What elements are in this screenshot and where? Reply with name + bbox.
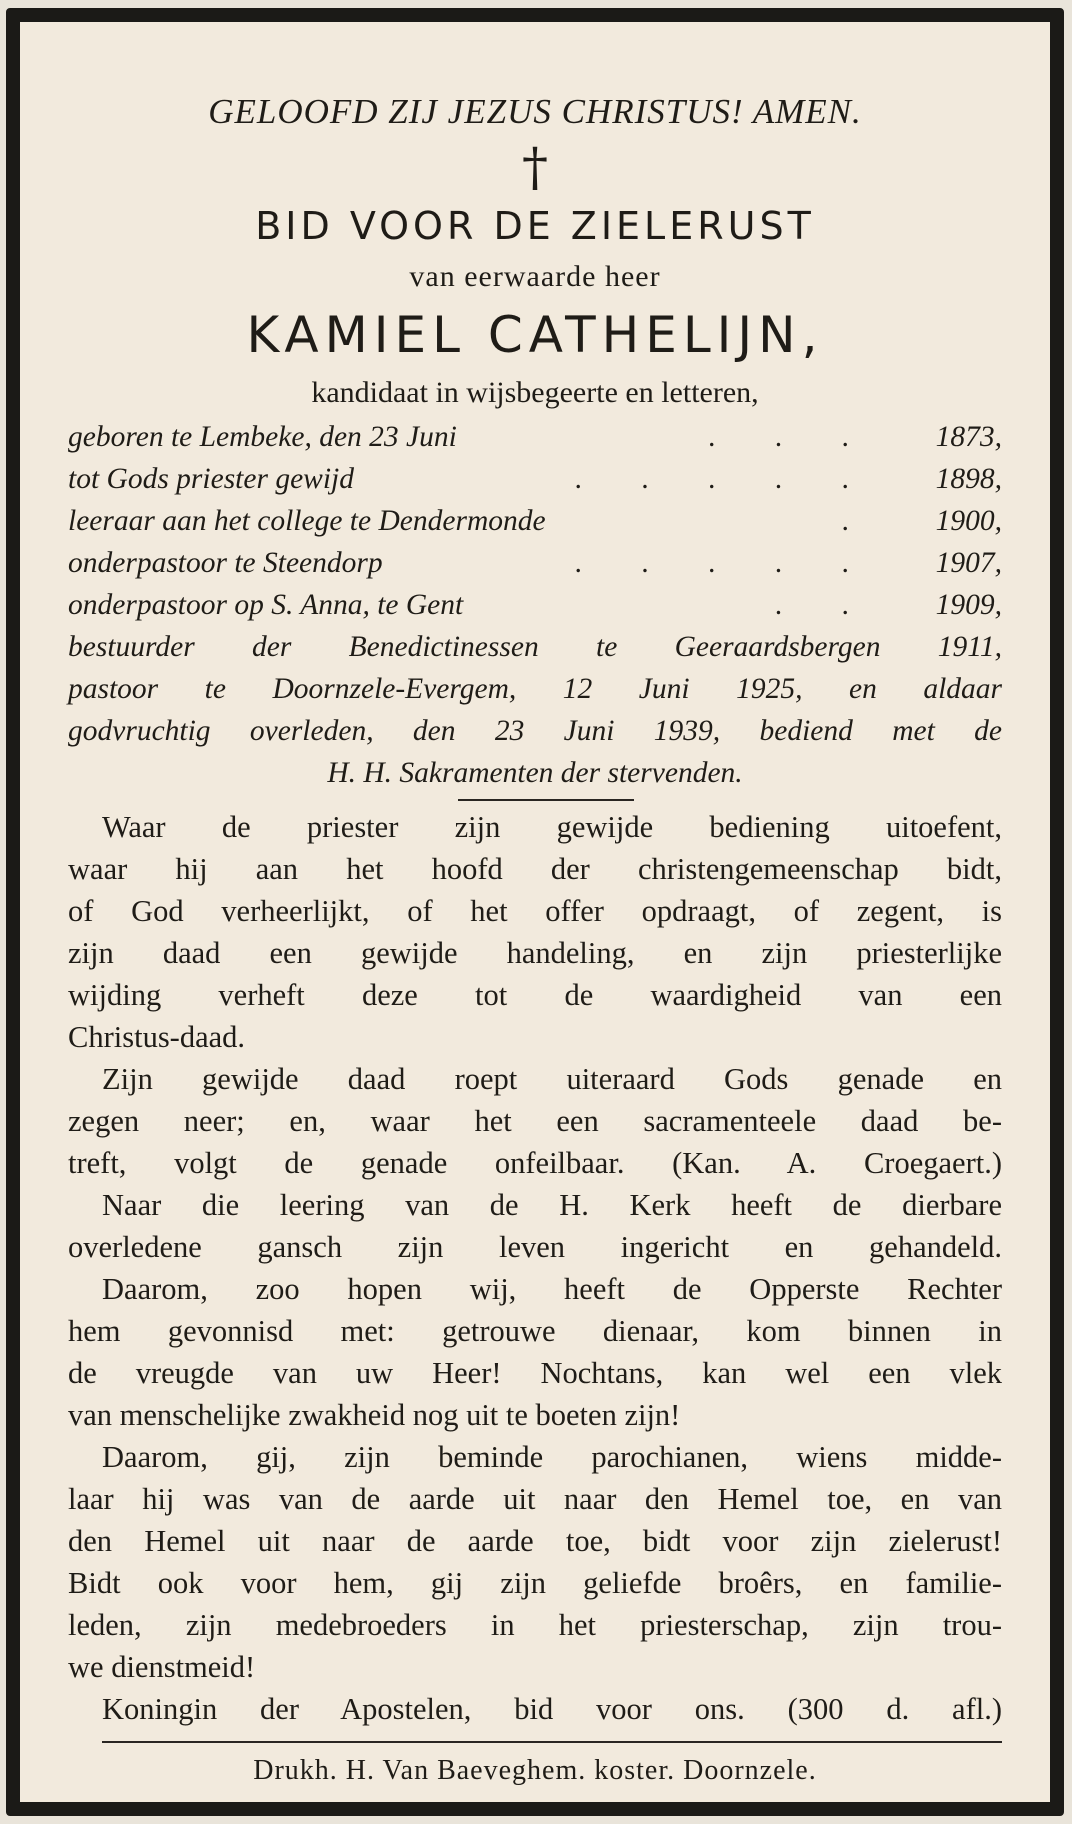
- body-line: Daarom, zoo hopen wij, heeft de Opperste Rechter: [102, 1272, 1002, 1306]
- body-line: treft, volgt de genade onfeilbaar. (Kan. A. Croegaert.): [68, 1146, 1002, 1180]
- career-row: [68, 458, 1002, 500]
- body-line: van menschelijke zwakheid nog uit te boeten zijn!: [68, 1398, 681, 1432]
- prayer-header: GELOOFD ZIJ JEZUS CHRISTUS! AMEN.: [208, 92, 862, 131]
- body-line: we dienstmeid!: [68, 1650, 256, 1684]
- body-line: de vreugde van uw Heer! Nochtans, kan wel een vlek: [68, 1356, 1002, 1390]
- card-subtitle: van eerwaarde heer: [409, 260, 661, 293]
- body-line: Waar de priester zijn gewijde bediening uitoefent,: [102, 810, 1002, 844]
- career-line: pastoor te Doornzele-Evergem, 12 Juni 1925, en aldaar: [68, 673, 1002, 705]
- career-dots: . . . . .: [575, 463, 876, 495]
- career-dots: . . .: [708, 421, 876, 453]
- career-description: geboren te Lembeke, den 23 Juni: [68, 421, 457, 453]
- career-row: [68, 584, 1002, 626]
- career-year: 1873,: [935, 421, 1002, 453]
- memorial-card: [6, 8, 1064, 1816]
- body-line: zegen neer; en, waar het een sacramenteele daad be-: [68, 1104, 1002, 1138]
- career-description: tot Gods priester gewijd: [68, 463, 354, 495]
- career-dots: . .: [775, 589, 876, 621]
- deceased-degree: kandidaat in wijsbegeerte en letteren,: [311, 376, 759, 409]
- career-description: leeraar aan het college te Dendermonde: [68, 505, 546, 537]
- body-line: laar hij was van de aarde uit naar den Hemel toe, en van: [68, 1482, 1002, 1516]
- body-line: Zijn gewijde daad roept uiteraard Gods genade en: [102, 1062, 1002, 1096]
- career-line: H. H. Sakramenten der stervenden.: [327, 757, 743, 789]
- body-line: leden, zijn medebroeders in het priesterschap, zijn trou-: [68, 1608, 1002, 1642]
- career-year: 1898,: [935, 463, 1002, 495]
- body-line: hem gevonnisd met: getrouwe dienaar, kom binnen in: [68, 1314, 1002, 1348]
- career-year: 1909,: [935, 589, 1002, 621]
- career-list: [68, 416, 1002, 794]
- printer-credit: Drukh. H. Van Baeveghem. koster. Doornzele.: [253, 1755, 817, 1786]
- career-line: godvruchtig overleden, den 23 Juni 1939, bediend met de: [68, 715, 1002, 747]
- career-row: [68, 500, 1002, 542]
- body-line: zijn daad een gewijde handeling, en zijn priesterlijke: [68, 936, 1002, 970]
- career-description: onderpastoor te Steendorp: [68, 547, 383, 579]
- career-row: [68, 416, 1002, 458]
- body-text: [68, 806, 1002, 1730]
- career-dots: .: [842, 505, 876, 537]
- cross-icon: †: [522, 138, 548, 198]
- divider: [458, 799, 634, 801]
- body-line: Naar die leering van de H. Kerk heeft de dierbare: [102, 1188, 1002, 1222]
- body-line: of God verheerlijkt, of het offer opdraagt, of zegent, is: [68, 894, 1002, 928]
- career-dots: . . . . .: [575, 547, 876, 579]
- body-line: overledene gansch zijn leven ingericht en gehandeld.: [68, 1230, 1002, 1264]
- career-line: bestuurder der Benedictinessen te Geeraardsbergen 1911,: [68, 631, 1002, 663]
- body-line: Bidt ook voor hem, gij zijn geliefde broêrs, en familie-: [68, 1566, 1002, 1600]
- career-description: onderpastoor op S. Anna, te Gent: [68, 589, 464, 621]
- career-row: [68, 542, 1002, 584]
- card-title: BID VOOR DE ZIELERUST: [255, 204, 815, 248]
- body-line: wijding verheft deze tot de waardigheid van een: [68, 978, 1002, 1012]
- body-line: Daarom, gij, zijn beminde parochianen, wiens midde-: [102, 1440, 1002, 1474]
- divider: [102, 1741, 1002, 1743]
- body-line: Christus-daad.: [68, 1020, 246, 1054]
- deceased-name: KAMIEL CATHELIJN,: [246, 306, 824, 364]
- body-line: Koningin der Apostelen, bid voor ons. (300 d. afl.): [102, 1692, 1002, 1726]
- card-content: [68, 22, 1002, 1802]
- body-line: den Hemel uit naar de aarde toe, bidt voor zijn zielerust!: [68, 1524, 1002, 1558]
- body-line: waar hij aan het hoofd der christengemeenschap bidt,: [68, 852, 1002, 886]
- career-year: 1900,: [935, 505, 1002, 537]
- career-year: 1907,: [935, 547, 1002, 579]
